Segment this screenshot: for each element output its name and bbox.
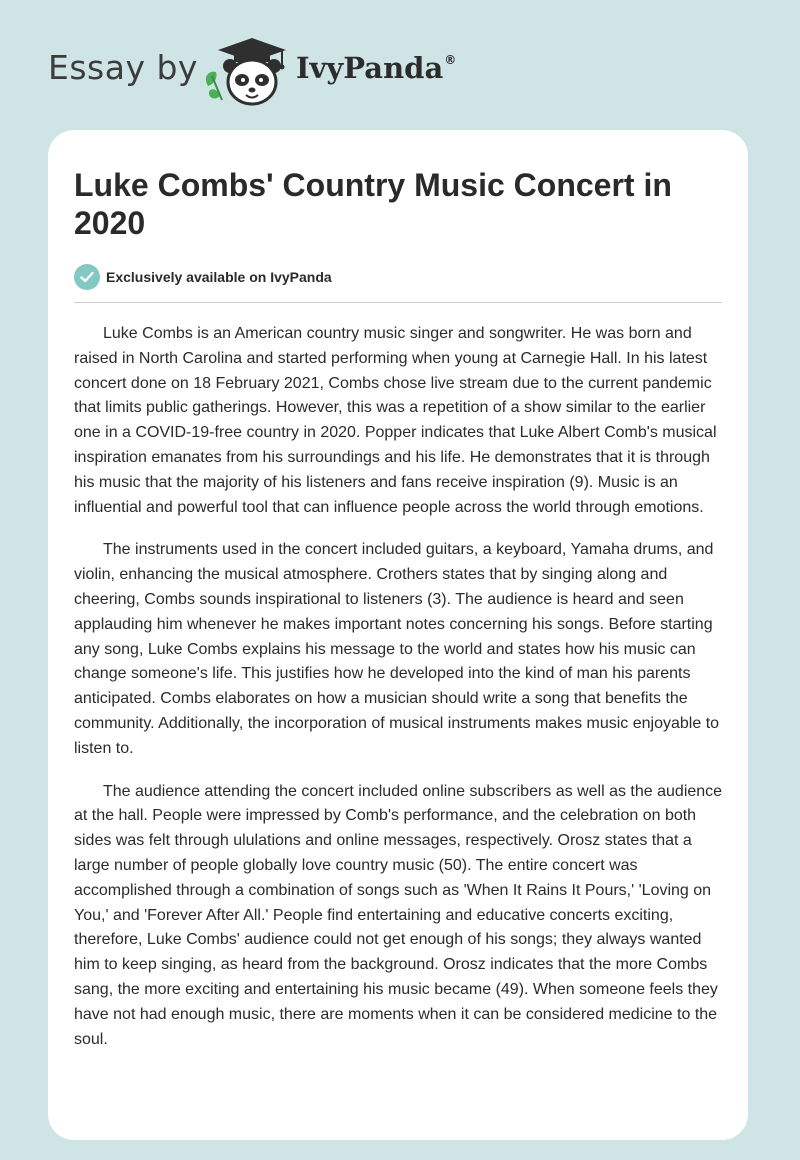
badge-text: Exclusively available on IvyPanda xyxy=(106,269,332,285)
paragraph: The audience attending the concert included online subscribers as well as the audience at the hall. People were impressed by Comb's performance, and the celebration on both sides was felt through ululations and online messages, respectively. Orosz states that a large number of people globally love country music (50). The entire concert was accomplished through a combination of songs such as 'When It Rains It Pours,' 'Loving on You,' and 'Forever After All.' People find entertaining and educative concerts exciting, therefore, Luke Combs' audience could not get enough of his songs; they always wanted him to keep singing, as heard from the background. Orosz indicates that the more Combs sang, the more exciting and entertaining his music became (49). When someone feels they have not had enough music, there are moments when it can be considered medicine to the soul. xyxy=(74,782,723,1048)
essay-by-label: Essay by xyxy=(48,48,198,87)
panda-graduate-icon[interactable] xyxy=(200,36,292,108)
essay-body xyxy=(74,322,724,1070)
exclusive-badge xyxy=(74,264,332,290)
brand-name: IvyPanda xyxy=(296,51,444,85)
paragraph: The instruments used in the concert included guitars, a keyboard, Yamaha drums, and violin, enhancing the musical atmosphere. Crothers states that by singing along and cheering, Combs sounds inspirational to listeners (3). The audience is heard and seen applauding him whenever he makes important notes concerning his songs. Before starting any song, Luke Combs explains his message to the world and states how his music can change someone's life. This justifies how he developed into the kind of man his parents anticipated. Combs elaborates on how a musician should write a song that benefits the community. Additionally, the incorporation of musical instruments makes music enjoyable to listen to. xyxy=(74,541,720,757)
brand-logo-text[interactable] xyxy=(296,51,456,85)
page-title: Luke Combs' Country Music Concert in 2020 xyxy=(74,167,672,241)
site-header xyxy=(0,0,800,130)
paragraph: Luke Combs is an American country music singer and songwriter. He was born and raised in North Carolina and started performing when young at Carnegie Hall. In his latest concert done on 18 February 2021, Combs chose live stream due to the current pandemic that limits public gatherings. However, this was a repetition of a show similar to the earlier one in a COVID-19-free country in 2020. Popper indicates that Luke Albert Comb's musical inspiration emanates from his surroundings and his life. He demonstrates that it is through his music that the majority of his listeners and fans receive inspiration (9). Music is an influential and powerful tool that can influence people across the world through emotions. xyxy=(74,325,717,516)
check-icon xyxy=(74,264,100,290)
trademark-symbol: ® xyxy=(444,53,457,67)
essay-card xyxy=(48,130,748,1140)
divider xyxy=(74,302,722,303)
